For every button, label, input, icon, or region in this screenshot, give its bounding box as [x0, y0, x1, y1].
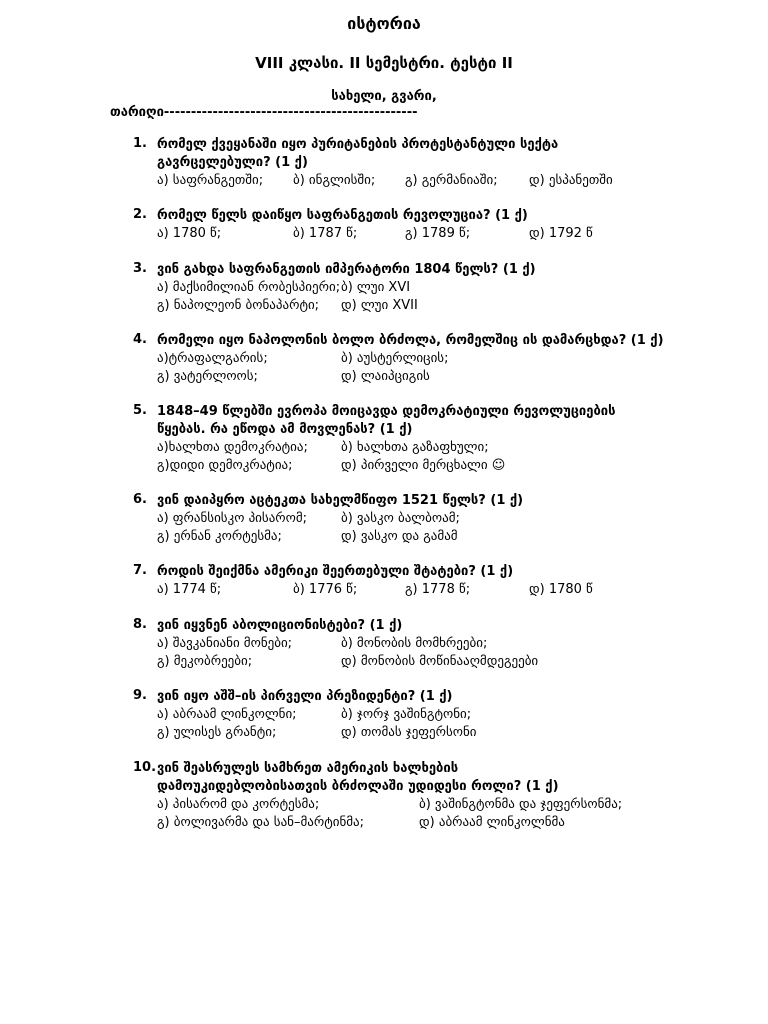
- answer-option: ა)ხალხთა დემოკრატია;: [157, 440, 308, 455]
- answer-option: ბ) 1776 წ;: [293, 582, 358, 597]
- student-name-label: სახელი, გვარი,: [331, 89, 437, 104]
- answer-option: გ) 1789 წ;: [405, 226, 471, 241]
- answer-option: დ) აბრაამ ლინკოლნმა: [419, 815, 565, 830]
- answer-option: ა) 1774 წ;: [157, 582, 222, 597]
- answer-option: ა) 1780 წ;: [157, 226, 222, 241]
- question-number: 2.: [133, 207, 147, 222]
- question-text: რომელი იყო ნაპოლონის ბოლო ბრძოლა, რომელშიც ის დამარცხდა? (1 ქ): [157, 333, 664, 348]
- question-number: 3.: [133, 261, 147, 276]
- question-text: ვინ შეასრულეს სამხრეთ ამერიკის ხალხების დამოუკიდებლობისათვის ბრძოლაში უდიდესი როლი? (1 ქ): [157, 761, 559, 794]
- page-subtitle: VIII კლასი. II სემესტრი. ტესტი II: [255, 54, 513, 72]
- answer-option: დ) მონობის მოწინააღმდეგეები: [341, 654, 539, 669]
- answer-option: გ) ბოლივარმა და სან–მარტინმა;: [157, 815, 365, 830]
- answer-option: ბ) ინგლისში;: [293, 173, 376, 188]
- answer-option: დ) ვასკო და გამამ: [341, 529, 458, 544]
- answer-option: გ) 1778 წ;: [405, 582, 471, 597]
- answer-option: გ) ულისეს გრანტი;: [157, 725, 277, 740]
- answer-option: ბ) 1787 წ;: [293, 226, 358, 241]
- answer-option: დ) ესპანეთში: [529, 173, 613, 188]
- answer-option: გ)დიდი დემოკრატია;: [157, 458, 293, 473]
- answer-option: გ) მეკობრეები;: [157, 654, 253, 669]
- answer-option: ა) აბრაამ ლინკოლნი;: [157, 707, 297, 722]
- answer-option: დ) პირველი მერცხალი ☺: [341, 458, 506, 473]
- answer-option: გ) ერნან კორტესმა;: [157, 529, 282, 544]
- question-text: რომელ წელს დაიწყო საფრანგეთის რევოლუცია? (1 ქ): [157, 208, 528, 223]
- question-number: 10.: [133, 760, 157, 775]
- answer-option: ა)ტრაფალგარის;: [157, 351, 268, 366]
- answer-option: ბ) ვაშინგტონმა და ჯეფერსონმა;: [419, 797, 623, 812]
- answer-option: ბ) ვასკო ბალბოამ;: [341, 511, 460, 526]
- answer-option: დ) ლუი XVII: [341, 298, 418, 313]
- question-text: როდის შეიქმნა ამერიკი შეერთებული შტატები? (1 ქ): [157, 564, 514, 579]
- question-text: ვინ დაიპყრო აცტეკთა სახელმწიფო 1521 წელს? (1 ქ): [157, 493, 524, 508]
- date-label: თარიღი-----------------------------------------------: [110, 105, 418, 120]
- page-title: ისტორია: [347, 14, 421, 33]
- answer-option: ა) მაქსიმილიან რობესპიერი;: [157, 280, 341, 295]
- question-text: ვინ იყვნენ აბოლიციონისტები? (1 ქ): [157, 618, 403, 633]
- question-number: 9.: [133, 688, 147, 703]
- question-text: 1848–49 წლებში ევროპა მოიცავდა დემოკრატიული რევოლუციების წყებას. რა ეწოდა ამ მოვლენას? (1 ქ): [157, 404, 616, 437]
- question-number: 4.: [133, 332, 147, 347]
- answer-option: გ) გერმანიაში;: [405, 173, 498, 188]
- answer-option: ბ) აუსტერლიცის;: [341, 351, 449, 366]
- question-number: 6.: [133, 492, 147, 507]
- question-number: 5.: [133, 403, 147, 418]
- answer-option: ა) პისარომ და კორტესმა;: [157, 797, 320, 812]
- answer-option: ა) საფრანგეთში;: [157, 173, 264, 188]
- question-number: 1.: [133, 136, 147, 151]
- answer-option: ბ) ხალხთა გაზაფხული;: [341, 440, 489, 455]
- question-text: ვინ იყო აშშ–ის პირველი პრეზიდენტი? (1 ქ): [157, 689, 453, 704]
- answer-option: ბ) ლუი XVI: [341, 280, 411, 295]
- question-text: რომელ ქვეყანაში იყო პურიტანების პროტესტანტული სექტა გავრცელებული? (1 ქ): [157, 137, 559, 170]
- answer-option: დ) თომას ჯეფერსონი: [341, 725, 477, 740]
- answer-option: ა) შავკანიანი მონები;: [157, 636, 293, 651]
- answer-option: ბ) ჯორჯ ვაშინგტონი;: [341, 707, 472, 722]
- answer-option: დ) 1780 წ: [529, 582, 593, 597]
- answer-option: ა) ფრანსისკო პისარომ;: [157, 511, 308, 526]
- answer-option: ბ) მონობის მომხრეები;: [341, 636, 488, 651]
- question-text: ვინ გახდა საფრანგეთის იმპერატორი 1804 წელს? (1 ქ): [157, 262, 536, 277]
- question-number: 7.: [133, 563, 147, 578]
- question-number: 8.: [133, 617, 147, 632]
- answer-option: გ) ვატერლოოს;: [157, 369, 258, 384]
- answer-option: გ) ნაპოლეონ ბონაპარტი;: [157, 298, 320, 313]
- answer-option: დ) ლაიპციგის: [341, 369, 430, 384]
- answer-option: დ) 1792 წ: [529, 226, 593, 241]
